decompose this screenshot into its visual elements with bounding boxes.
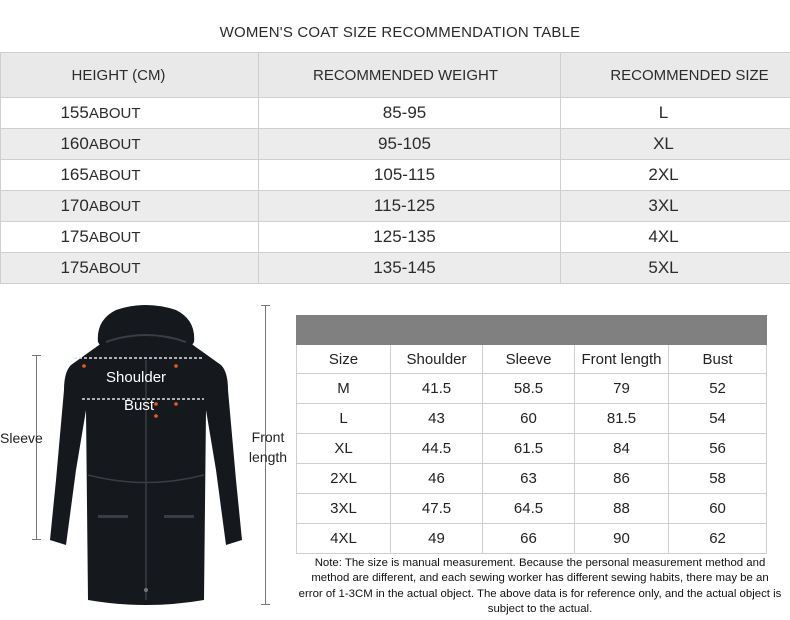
height-value: 160 bbox=[60, 134, 89, 153]
measurement-header-row bbox=[297, 345, 767, 374]
header-size-col: Size bbox=[297, 345, 391, 374]
shoulder-cell: 49 bbox=[391, 524, 483, 554]
size-cell: 4XL bbox=[561, 222, 790, 253]
recommendation-row bbox=[1, 191, 790, 222]
measurement-row bbox=[297, 464, 767, 494]
about-word: ABOUT bbox=[88, 136, 141, 153]
recommendation-row bbox=[1, 222, 790, 253]
about-word: ABOUT bbox=[88, 198, 141, 215]
about-word: ABOUT bbox=[88, 167, 141, 184]
page-title: WOMEN'S COAT SIZE RECOMMENDATION TABLE bbox=[219, 24, 581, 41]
height-value: 155 bbox=[60, 103, 89, 122]
height-cell bbox=[1, 191, 259, 222]
height-cell bbox=[1, 222, 259, 253]
size-cell: L bbox=[561, 98, 790, 129]
weight-cell: 125-135 bbox=[259, 222, 561, 253]
recommendation-table bbox=[0, 52, 790, 284]
front-length-cell: 84 bbox=[575, 434, 669, 464]
bust-label: Bust bbox=[124, 397, 155, 414]
header-sleeve-col: Sleeve bbox=[483, 345, 575, 374]
measurement-table bbox=[296, 315, 767, 554]
weight-cell: 85-95 bbox=[259, 98, 561, 129]
measurement-note: Note: The size is manual measurement. Because the personal measurement method and method are different, and each sewing worker has different sewing habits, there may be an error of 1-3CM in the actual object. The above data is for reference only, and the actual object is subject to the actual. bbox=[298, 557, 782, 615]
shoulder-cell: 43 bbox=[391, 404, 483, 434]
measurement-row bbox=[297, 374, 767, 404]
recommendation-header-row bbox=[1, 53, 790, 98]
front-length-cell: 90 bbox=[575, 524, 669, 554]
shoulder-cell: 44.5 bbox=[391, 434, 483, 464]
sleeve-label: Sleeve bbox=[0, 430, 43, 446]
front-length-cell: 86 bbox=[575, 464, 669, 494]
height-value: 165 bbox=[60, 165, 89, 184]
bust-cell: 54 bbox=[669, 404, 767, 434]
front-length-cell: 88 bbox=[575, 494, 669, 524]
front-length-cell: 81.5 bbox=[575, 404, 669, 434]
height-cell bbox=[1, 129, 259, 160]
weight-cell: 95-105 bbox=[259, 129, 561, 160]
height-cell bbox=[1, 160, 259, 191]
sleeve-cell: 61.5 bbox=[483, 434, 575, 464]
about-word: ABOUT bbox=[88, 105, 141, 122]
front-length-cell: 79 bbox=[575, 374, 669, 404]
size-cell: 5XL bbox=[561, 253, 790, 284]
recommendation-row bbox=[1, 98, 790, 129]
header-height: HEIGHT (CM) bbox=[1, 53, 259, 98]
size-cell: 3XL bbox=[297, 494, 391, 524]
size-cell: XL bbox=[297, 434, 391, 464]
measurement-row bbox=[297, 524, 767, 554]
front-length-label: Front length bbox=[248, 429, 288, 465]
size-cell: XL bbox=[561, 129, 790, 160]
coat-diagram bbox=[36, 300, 256, 610]
bust-cell: 56 bbox=[669, 434, 767, 464]
size-cell: 3XL bbox=[561, 191, 790, 222]
size-cell: 4XL bbox=[297, 524, 391, 554]
height-value: 175 bbox=[60, 227, 89, 246]
height-cell bbox=[1, 253, 259, 284]
sleeve-cell: 58.5 bbox=[483, 374, 575, 404]
shoulder-cell: 41.5 bbox=[391, 374, 483, 404]
size-cell: 2XL bbox=[297, 464, 391, 494]
recommendation-row bbox=[1, 253, 790, 284]
coat-illustration bbox=[36, 300, 256, 610]
shoulder-cell: 47.5 bbox=[391, 494, 483, 524]
about-word: ABOUT bbox=[88, 229, 141, 246]
bust-cell: 58 bbox=[669, 464, 767, 494]
measurement-row bbox=[297, 434, 767, 464]
bust-cell: 52 bbox=[669, 374, 767, 404]
sleeve-cell: 66 bbox=[483, 524, 575, 554]
header-size: RECOMMENDED SIZE bbox=[561, 53, 790, 98]
height-value: 170 bbox=[60, 196, 89, 215]
header-shoulder-col: Shoulder bbox=[391, 345, 483, 374]
height-cell bbox=[1, 98, 259, 129]
sleeve-cell: 64.5 bbox=[483, 494, 575, 524]
measurement-table-bar bbox=[297, 316, 767, 345]
measurement-row bbox=[297, 404, 767, 434]
header-bust-col: Bust bbox=[669, 345, 767, 374]
weight-cell: 115-125 bbox=[259, 191, 561, 222]
about-word: ABOUT bbox=[88, 260, 141, 277]
weight-cell: 135-145 bbox=[259, 253, 561, 284]
shoulder-cell: 46 bbox=[391, 464, 483, 494]
recommendation-row bbox=[1, 129, 790, 160]
size-cell: 2XL bbox=[561, 160, 790, 191]
header-weight: RECOMMENDED WEIGHT bbox=[259, 53, 561, 98]
weight-cell: 105-115 bbox=[259, 160, 561, 191]
recommendation-row bbox=[1, 160, 790, 191]
sleeve-cell: 60 bbox=[483, 404, 575, 434]
shoulder-label: Shoulder bbox=[106, 369, 167, 386]
measurement-row bbox=[297, 494, 767, 524]
bust-cell: 62 bbox=[669, 524, 767, 554]
sleeve-cell: 63 bbox=[483, 464, 575, 494]
size-cell: L bbox=[297, 404, 391, 434]
height-value: 175 bbox=[60, 258, 89, 277]
header-front-length-col: Front length bbox=[575, 345, 669, 374]
bust-cell: 60 bbox=[669, 494, 767, 524]
size-cell: M bbox=[297, 374, 391, 404]
